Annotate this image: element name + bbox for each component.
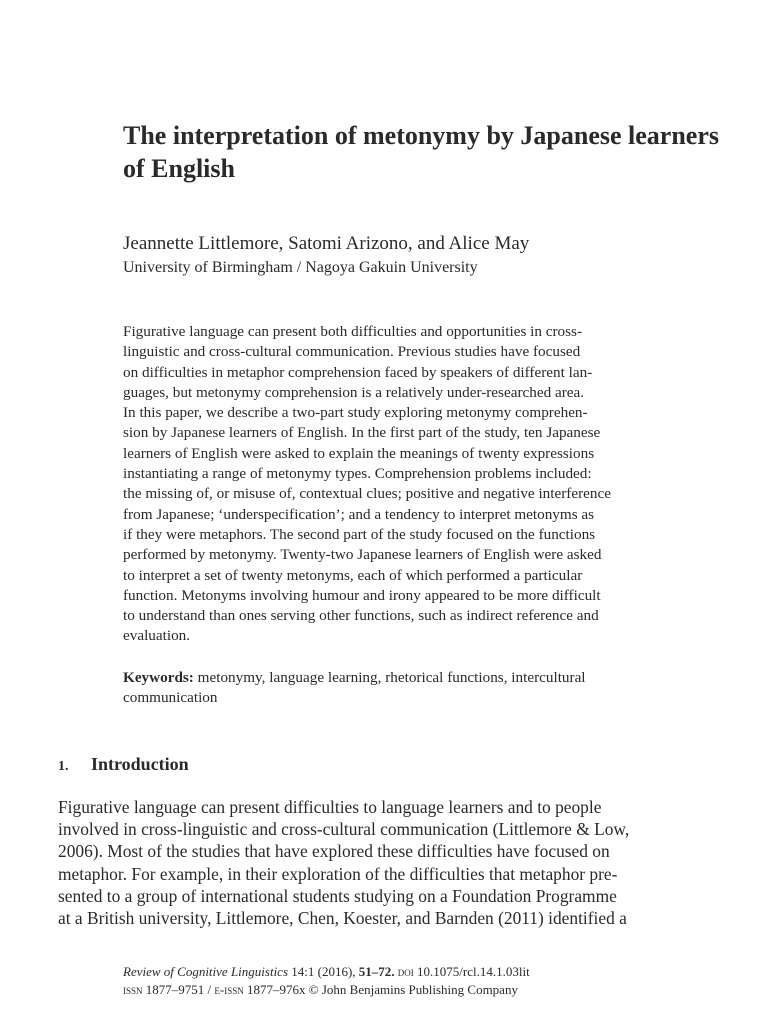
- eissn-and-publisher: 1877–976x © John Benjamins Publishing Company: [243, 982, 518, 997]
- keywords-label: Keywords:: [123, 669, 194, 686]
- journal-name: Review of Cognitive Linguistics: [123, 964, 289, 979]
- body-line: involved in cross-linguistic and cross-cultural communication (Littlemore & Low,: [58, 819, 630, 840]
- abstract-line: linguistic and cross-cultural communication. Previous studies have focused: [123, 343, 581, 361]
- section-number: 1.: [58, 759, 69, 774]
- abstract-line: sion by Japanese learners of English. In the first part of the study, ten Japanese: [123, 424, 601, 442]
- page-range: 51–72.: [358, 964, 395, 979]
- section-heading: [58, 752, 189, 779]
- abstract-line: In this paper, we describe a two-part study exploring metonymy comprehen-: [123, 404, 588, 422]
- keywords-line: [123, 668, 713, 688]
- body-line: at a British university, Littlemore, Chen, Koester, and Barnden (2011) identified a: [58, 908, 627, 929]
- article-title: The interpretation of metonymy by Japanese learners of English: [123, 121, 720, 183]
- issn-line: [123, 981, 530, 999]
- abstract-line: if they were metaphors. The second part of the study focused on the functions: [123, 525, 596, 543]
- body-line: Figurative language can present difficulties to language learners and to people: [58, 797, 602, 817]
- keywords: [123, 668, 713, 709]
- doi-value: 10.1075/rcl.14.1.03lit: [417, 964, 530, 979]
- abstract-line: evaluation.: [123, 627, 191, 645]
- abstract-line: performed by metonymy. Twenty-two Japanese learners of English were asked: [123, 546, 602, 564]
- body-line: sented to a group of international students studying on a Foundation Programme: [58, 885, 617, 906]
- author-affiliation: University of Birmingham / Nagoya Gakuin University: [123, 259, 478, 276]
- citation-footer: [123, 963, 530, 999]
- abstract: [123, 322, 713, 647]
- abstract-line: to interpret a set of twenty metonyms, each of which performed a particular: [123, 566, 583, 584]
- keywords-line: communication: [123, 689, 218, 707]
- abstract-line: Figurative language can present both difficulties and opportunities in cross-: [123, 323, 583, 340]
- volume-year: 14:1 (2016),: [288, 964, 359, 979]
- section-title: Introduction: [91, 754, 189, 774]
- doi-label: doi: [394, 964, 418, 979]
- abstract-line: on difficulties in metaphor comprehension faced by speakers of different lan-: [123, 363, 593, 381]
- abstract-line: the missing of, or misuse of, contextual clues; positive and negative interference: [123, 485, 611, 503]
- issn-label: issn: [123, 982, 143, 997]
- abstract-line: from Japanese; ‘underspecification’; and a tendency to interpret metonyms as: [123, 505, 595, 523]
- abstract-line: guages, but metonymy comprehension is a relatively under-researched area.: [123, 383, 585, 401]
- issn-value: 1877–9751 /: [142, 982, 215, 997]
- author-list: Jeannette Littlemore, Satomi Arizono, and Alice May: [123, 233, 530, 254]
- body-paragraph: [58, 796, 712, 929]
- body-line: metaphor. For example, in their exploration of the difficulties that metaphor pre-: [58, 863, 618, 884]
- eissn-label: e-issn: [214, 982, 244, 997]
- abstract-line: to understand than ones serving other functions, such as indirect reference and: [123, 607, 599, 625]
- abstract-line: learners of English were asked to explain the meanings of twenty expressions: [123, 444, 595, 462]
- body-line: 2006). Most of the studies that have explored these difficulties have focused on: [58, 841, 610, 862]
- citation-line: [123, 963, 530, 981]
- abstract-line: instantiating a range of metonymy types. Comprehension problems included:: [123, 465, 592, 483]
- abstract-line: function. Metonyms involving humour and irony appeared to be more difficult: [123, 586, 601, 604]
- keywords-text: metonymy, language learning, rhetorical functions, intercultural: [197, 669, 586, 686]
